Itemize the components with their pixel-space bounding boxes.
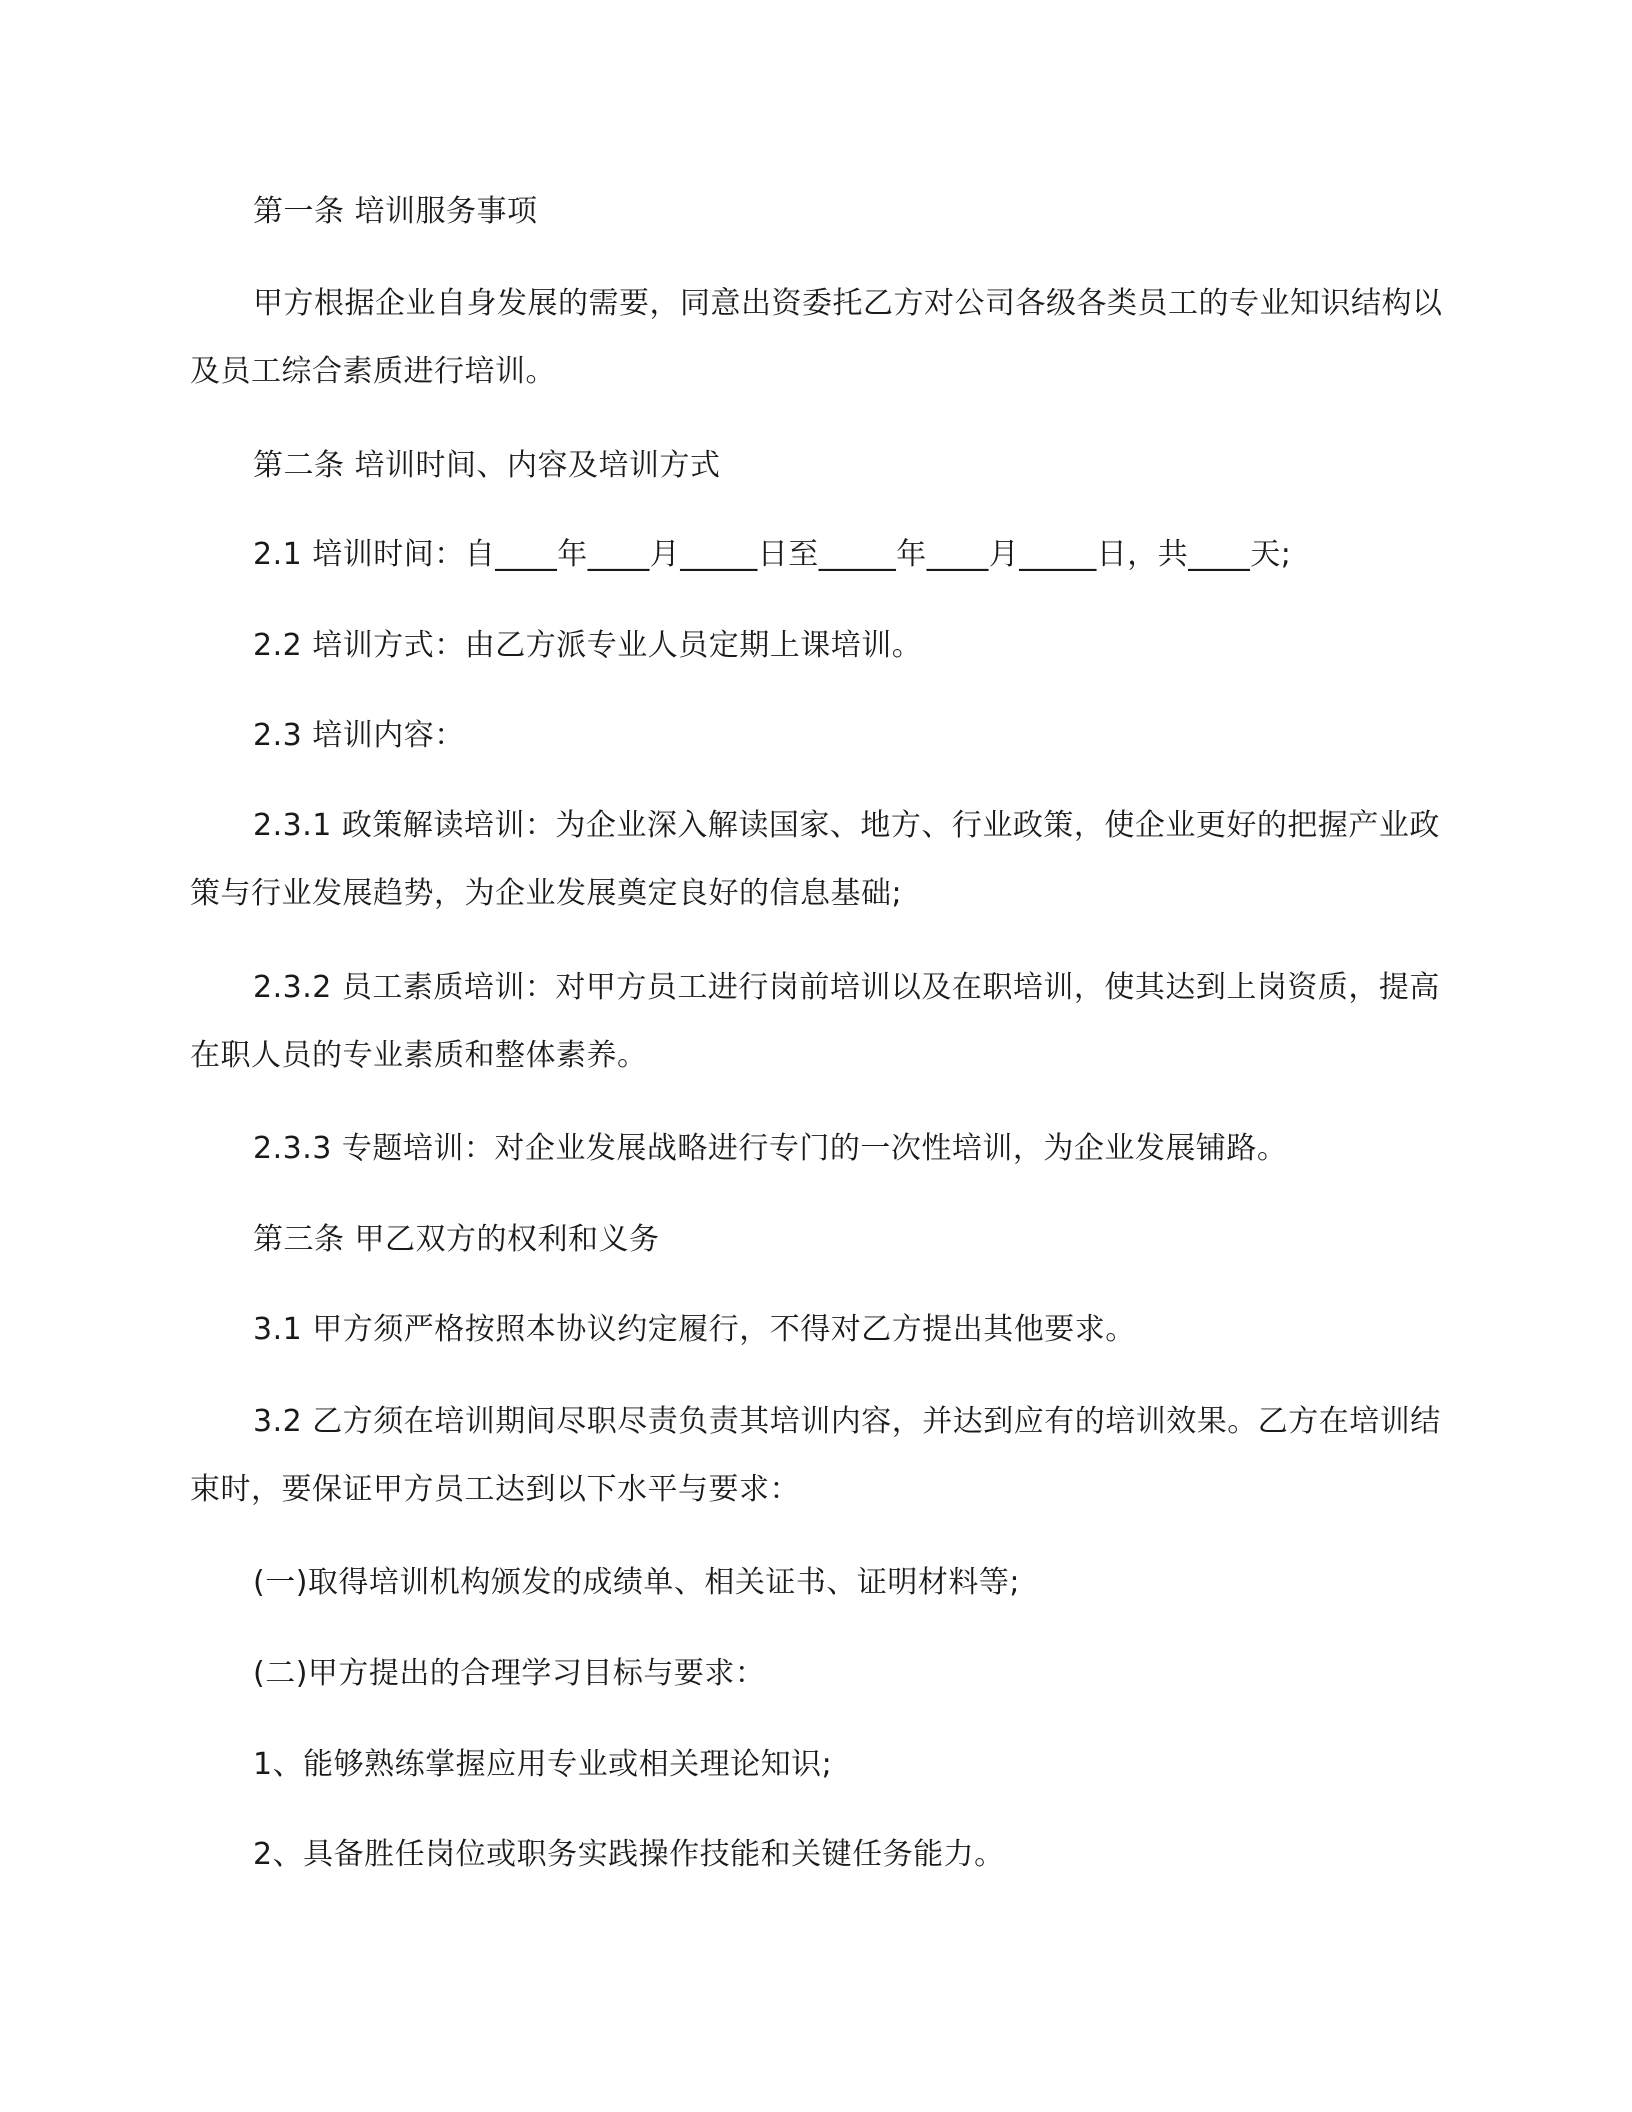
clause-2-1: 2.1 培训时间：自____年____月_____日至_____年____月_____日，共____天;: [253, 537, 1292, 572]
article-2-heading: 第二条 培训时间、内容及培训方式: [253, 448, 721, 483]
requirement-item-2: (二)甲方提出的合理学习目标与要求：: [253, 1656, 766, 1691]
requirement-item-1: (一)取得培训机构颁发的成绩单、相关证书、证明材料等;: [253, 1565, 1021, 1600]
clause-2-3: 2.3 培训内容：: [253, 718, 465, 753]
article-1-heading: 第一条 培训服务事项: [253, 194, 538, 229]
clause-2-3-3: 2.3.3 专题培训：对企业发展战略进行专门的一次性培训，为企业发展铺路。: [253, 1131, 1288, 1166]
article-1-body: 甲方根据企业自身发展的需要，同意出资委托乙方对公司各级各类员工的专业知识结构以及员工综合素质进行培训。: [190, 286, 1443, 389]
requirement-item-2-1: 1、能够熟练掌握应用专业或相关理论知识;: [253, 1747, 833, 1782]
clause-3-2: 3.2 乙方须在培训期间尽职尽责负责其培训内容，并达到应有的培训效果。乙方在培训结束时，要保证甲方员工达到以下水平与要求：: [190, 1404, 1441, 1507]
clause-2-3-2: 2.3.2 员工素质培训：对甲方员工进行岗前培训以及在职培训，使其达到上岗资质，提高在职人员的专业素质和整体素养。: [190, 970, 1440, 1073]
clause-3-1: 3.1 甲方须严格按照本协议约定履行，不得对乙方提出其他要求。: [253, 1312, 1136, 1347]
clause-2-2: 2.2 培训方式：由乙方派专业人员定期上课培训。: [253, 628, 923, 663]
article-3-heading: 第三条 甲乙双方的权利和义务: [253, 1222, 660, 1257]
requirement-item-2-2: 2、具备胜任岗位或职务实践操作技能和关键任务能力。: [253, 1837, 1005, 1872]
clause-2-3-1: 2.3.1 政策解读培训：为企业深入解读国家、地方、行业政策，使企业更好的把握产业政策与行业发展趋势，为企业发展奠定良好的信息基础;: [190, 808, 1440, 911]
